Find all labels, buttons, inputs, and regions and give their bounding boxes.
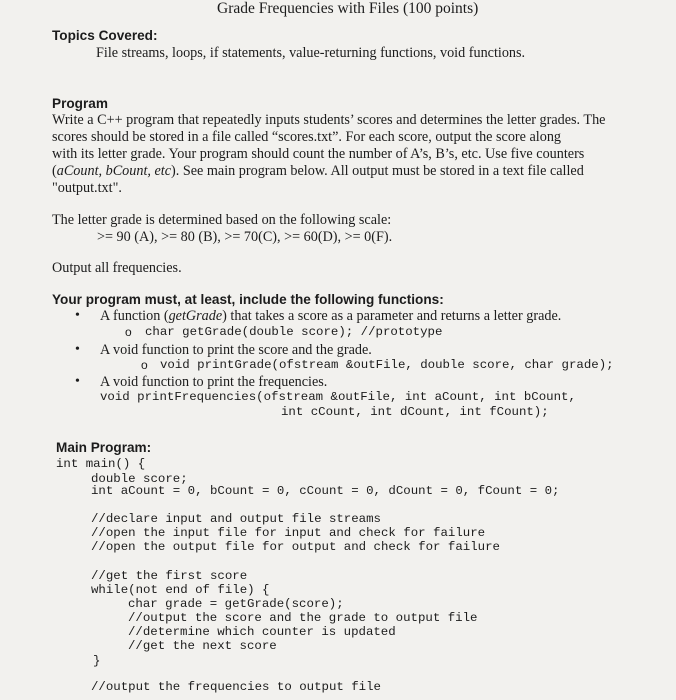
printfrequencies-prototype-line-2: int cCount, int dCount, int fCount); bbox=[281, 405, 549, 419]
program-line-4: (aCount, bCount, etc). See main program below. All output must be stored in a text file called bbox=[52, 163, 584, 179]
code-line: //get the first score bbox=[91, 569, 248, 583]
code-line: //open the input file for input and check for failure bbox=[91, 526, 486, 540]
code-line: //output the score and the grade to output file bbox=[128, 611, 478, 625]
function-item-2: A void function to print the score and the grade. bbox=[100, 342, 372, 358]
bullet-2: • bbox=[75, 342, 80, 357]
program-line-1: Write a C++ program that repeatedly inputs students’ scores and determines the letter grades. The bbox=[52, 112, 606, 128]
functions-heading: Your program must, at least, include the following functions: bbox=[52, 292, 444, 307]
program-heading: Program bbox=[52, 96, 108, 111]
scale-intro: The letter grade is determined based on the following scale: bbox=[52, 212, 392, 228]
code-line: //determine which counter is updated bbox=[128, 625, 396, 639]
program-line-3: with its letter grade. Your program should count the number of A’s, B’s, etc. Use five counters bbox=[52, 146, 585, 162]
code-line: //output the frequencies to output file bbox=[91, 680, 381, 694]
code-line: } bbox=[93, 654, 101, 668]
code-line: //declare input and output file streams bbox=[91, 512, 381, 526]
printfrequencies-prototype-line-1: void printFrequencies(ofstream &outFile, int aCount, int bCount, bbox=[100, 390, 576, 404]
code-line: //get the next score bbox=[128, 639, 277, 653]
code-line: double score; bbox=[91, 472, 188, 486]
function-item-3: A void function to print the frequencies. bbox=[100, 374, 328, 390]
code-line: //open the output file for output and check for failure bbox=[91, 540, 500, 554]
bullet-1: • bbox=[75, 308, 80, 323]
output-frequencies-note: Output all frequencies. bbox=[52, 260, 182, 276]
topics-text: File streams, loops, if statements, value-returning functions, void functions. bbox=[96, 45, 526, 61]
sub-bullet-2: o bbox=[141, 358, 148, 372]
getgrade-prototype: char getGrade(double score); //prototype bbox=[145, 325, 443, 339]
program-line-5: "output.txt". bbox=[52, 180, 122, 196]
printgrade-prototype: void printGrade(ofstream &outFile, double score, char grade); bbox=[160, 358, 614, 372]
function-item-1: A function (getGrade) that takes a score as a parameter and returns a letter grade. bbox=[100, 308, 562, 324]
code-line: int main() { bbox=[56, 457, 146, 471]
topics-heading: Topics Covered: bbox=[52, 28, 158, 43]
program-line-2: scores should be stored in a file called “scores.txt”. For each score, output the score along bbox=[52, 129, 562, 145]
page-title: Grade Frequencies with Files (100 points) bbox=[217, 0, 479, 17]
code-line: int aCount = 0, bCount = 0, cCount = 0, dCount = 0, fCount = 0; bbox=[91, 484, 560, 498]
code-line: char grade = getGrade(score); bbox=[128, 597, 344, 611]
grade-scale: >= 90 (A), >= 80 (B), >= 70(C), >= 60(D), >= 0(F). bbox=[97, 229, 393, 245]
bullet-3: • bbox=[75, 374, 80, 389]
main-heading: Main Program: bbox=[56, 440, 152, 455]
code-line: while(not end of file) { bbox=[91, 583, 270, 597]
sub-bullet-1: o bbox=[125, 325, 132, 339]
